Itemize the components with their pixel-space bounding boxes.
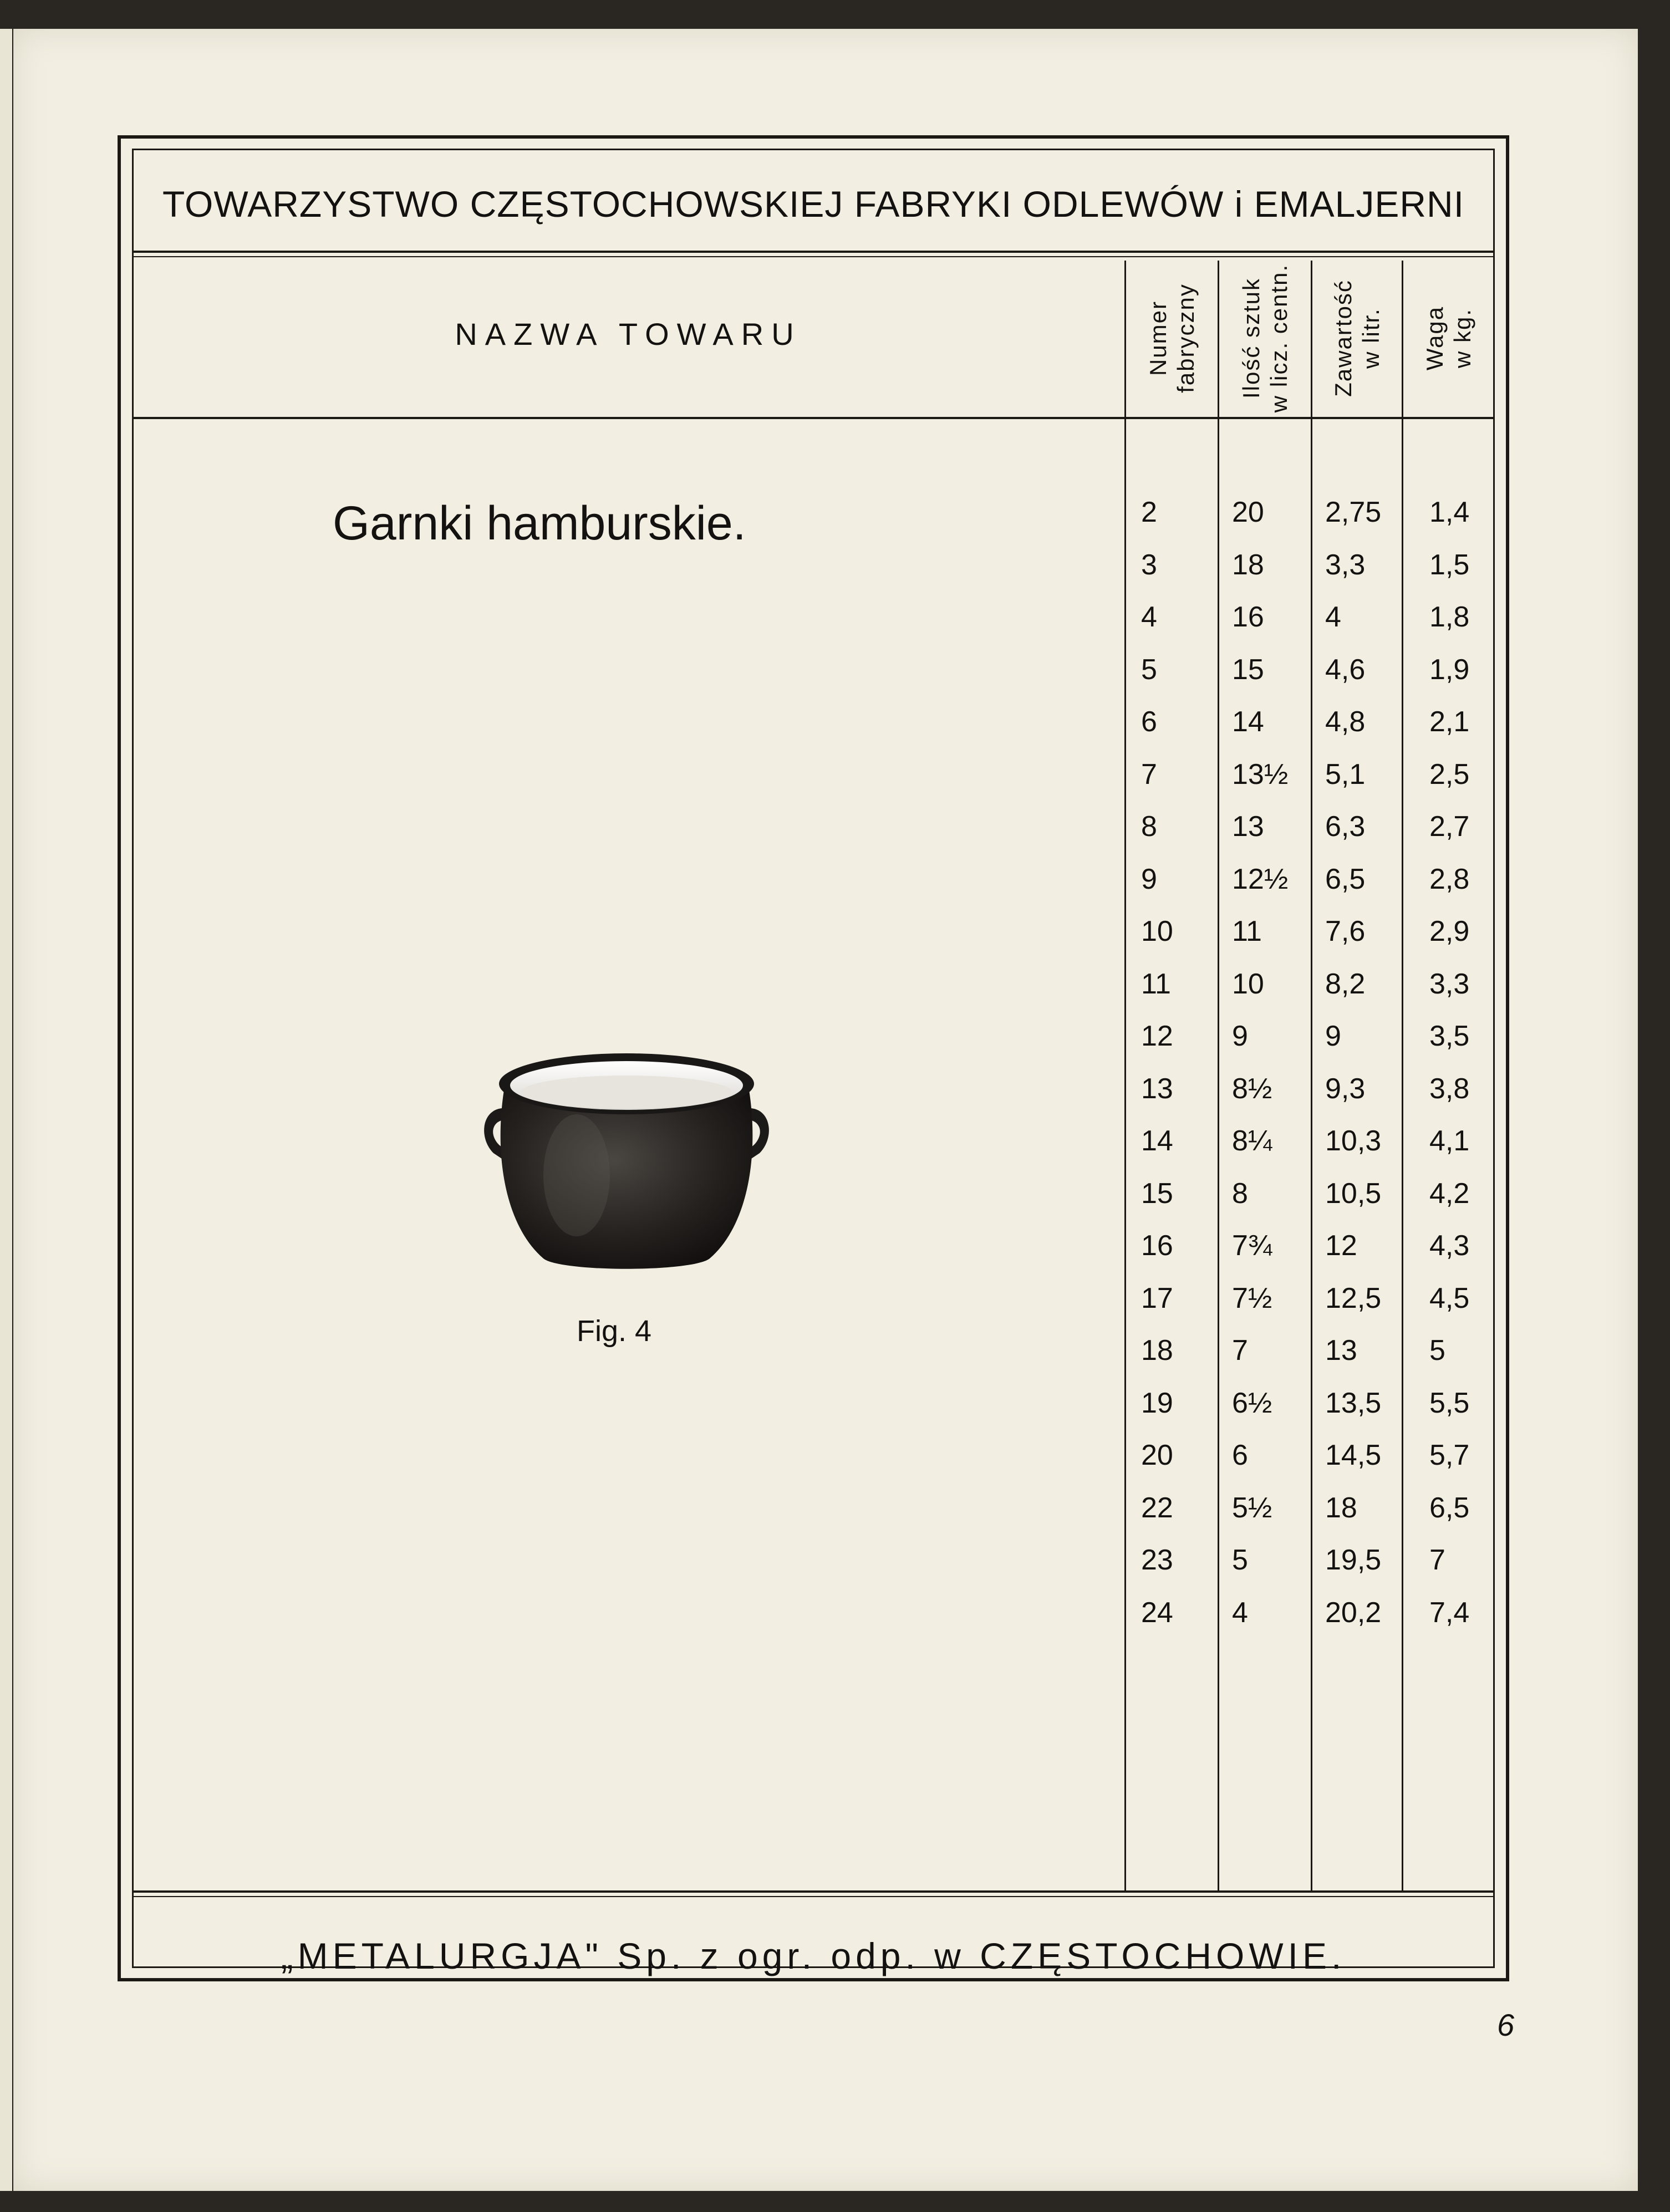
cell-waga: 5 bbox=[1429, 1334, 1445, 1367]
cell-ilosc: 7½ bbox=[1232, 1282, 1272, 1314]
column-rule-2 bbox=[1218, 261, 1219, 1890]
cell-zawartosc: 4 bbox=[1325, 601, 1341, 633]
cell-waga: 2,1 bbox=[1429, 706, 1470, 738]
cell-numer: 9 bbox=[1141, 863, 1157, 895]
cell-waga: 4,3 bbox=[1429, 1230, 1470, 1262]
cell-numer: 10 bbox=[1141, 915, 1173, 947]
cell-numer: 24 bbox=[1141, 1596, 1173, 1629]
cell-waga: 2,8 bbox=[1429, 863, 1470, 895]
column-header-ilosc: Ilość sztuk w licz. centn. bbox=[1238, 263, 1292, 413]
cell-waga: 3,5 bbox=[1429, 1020, 1470, 1052]
cell-zawartosc: 13,5 bbox=[1325, 1387, 1382, 1419]
cell-zawartosc: 8,2 bbox=[1325, 967, 1366, 1000]
cell-numer: 16 bbox=[1141, 1230, 1173, 1262]
cell-numer: 19 bbox=[1141, 1387, 1173, 1419]
cell-zawartosc: 7,6 bbox=[1325, 915, 1366, 947]
cell-zawartosc: 6,5 bbox=[1325, 863, 1366, 895]
cell-waga: 6,5 bbox=[1429, 1491, 1470, 1524]
cell-ilosc: 13½ bbox=[1232, 758, 1289, 791]
cell-zawartosc: 5,1 bbox=[1325, 758, 1366, 791]
cell-numer: 7 bbox=[1141, 758, 1157, 791]
cell-zawartosc: 20,2 bbox=[1325, 1596, 1382, 1629]
cell-waga: 2,5 bbox=[1429, 758, 1470, 791]
cell-zawartosc: 19,5 bbox=[1325, 1544, 1382, 1576]
cell-ilosc: 5 bbox=[1232, 1544, 1248, 1576]
cell-ilosc: 9 bbox=[1232, 1020, 1248, 1052]
cell-zawartosc: 13 bbox=[1325, 1334, 1357, 1367]
page-number: 6 bbox=[1497, 2007, 1515, 2042]
cell-numer: 15 bbox=[1141, 1177, 1173, 1210]
header-divider bbox=[132, 251, 1495, 253]
product-title: Garnki hamburskie. bbox=[333, 497, 746, 550]
cell-waga: 5,7 bbox=[1429, 1439, 1470, 1471]
figure-caption: Fig. 4 bbox=[577, 1314, 652, 1348]
cell-zawartosc: 14,5 bbox=[1325, 1439, 1382, 1471]
cell-zawartosc: 12,5 bbox=[1325, 1282, 1382, 1314]
column-rule-4 bbox=[1402, 261, 1403, 1890]
cell-numer: 17 bbox=[1141, 1282, 1173, 1314]
cell-numer: 13 bbox=[1141, 1072, 1173, 1105]
cell-numer: 8 bbox=[1141, 811, 1157, 843]
column-header-zawartosc: Zawartość w litr. bbox=[1330, 279, 1384, 397]
cell-ilosc: 12½ bbox=[1232, 863, 1289, 895]
cell-numer: 22 bbox=[1141, 1491, 1173, 1524]
cell-ilosc: 5½ bbox=[1232, 1491, 1272, 1524]
cell-ilosc: 10 bbox=[1232, 967, 1264, 1000]
cell-ilosc: 4 bbox=[1232, 1596, 1248, 1629]
cell-ilosc: 20 bbox=[1232, 496, 1264, 528]
cell-ilosc: 18 bbox=[1232, 548, 1264, 581]
cell-numer: 20 bbox=[1141, 1439, 1173, 1471]
column-header-divider bbox=[132, 417, 1495, 419]
cell-ilosc: 15 bbox=[1232, 653, 1264, 686]
cell-ilosc: 8½ bbox=[1232, 1072, 1272, 1105]
cell-numer: 18 bbox=[1141, 1334, 1173, 1367]
cell-ilosc: 6 bbox=[1232, 1439, 1248, 1471]
cell-waga: 1,8 bbox=[1429, 601, 1470, 633]
cell-waga: 7,4 bbox=[1429, 1596, 1470, 1629]
cell-waga: 1,9 bbox=[1429, 653, 1470, 686]
cell-numer: 11 bbox=[1141, 967, 1171, 1000]
publisher-footer: „METALURGJA" Sp. z ogr. odp. w CZĘSTOCHOWIE. bbox=[281, 1935, 1346, 1976]
facing-page-edge bbox=[0, 29, 13, 2191]
cell-waga: 7 bbox=[1429, 1544, 1445, 1576]
cell-numer: 2 bbox=[1141, 496, 1157, 528]
enamel-pot-illustration bbox=[471, 1042, 782, 1297]
cell-zawartosc: 6,3 bbox=[1325, 811, 1366, 843]
cell-waga: 3,8 bbox=[1429, 1072, 1470, 1105]
cell-numer: 4 bbox=[1141, 601, 1157, 633]
cell-waga: 2,9 bbox=[1429, 915, 1470, 947]
cell-zawartosc: 9 bbox=[1325, 1020, 1341, 1052]
column-rule-3 bbox=[1311, 261, 1312, 1890]
cell-waga: 1,5 bbox=[1429, 548, 1470, 581]
cell-numer: 12 bbox=[1141, 1020, 1173, 1052]
column-header-waga: Waga w kg. bbox=[1421, 305, 1475, 371]
cell-numer: 23 bbox=[1141, 1544, 1173, 1576]
cell-ilosc: 7 bbox=[1232, 1334, 1248, 1367]
cell-waga: 1,4 bbox=[1429, 496, 1470, 528]
cell-waga: 2,7 bbox=[1429, 811, 1470, 843]
cell-numer: 6 bbox=[1141, 706, 1157, 738]
cell-numer: 5 bbox=[1141, 653, 1157, 686]
cell-zawartosc: 2,75 bbox=[1325, 496, 1382, 528]
column-rule-1 bbox=[1124, 261, 1126, 1890]
cell-ilosc: 8¼ bbox=[1232, 1125, 1272, 1157]
cell-numer: 14 bbox=[1141, 1125, 1173, 1157]
cell-waga: 3,3 bbox=[1429, 967, 1470, 1000]
footer-divider-thin bbox=[132, 1896, 1495, 1897]
cell-zawartosc: 3,3 bbox=[1325, 548, 1366, 581]
cell-zawartosc: 4,6 bbox=[1325, 653, 1366, 686]
inner-border bbox=[132, 149, 1495, 1968]
cell-zawartosc: 18 bbox=[1325, 1491, 1357, 1524]
cell-waga: 5,5 bbox=[1429, 1387, 1470, 1419]
column-header-numer: Numer fabryczny bbox=[1145, 283, 1199, 393]
cell-zawartosc: 9,3 bbox=[1325, 1072, 1366, 1105]
cell-ilosc: 14 bbox=[1232, 706, 1264, 738]
cell-ilosc: 6½ bbox=[1232, 1387, 1272, 1419]
cell-waga: 4,1 bbox=[1429, 1125, 1470, 1157]
cell-zawartosc: 4,8 bbox=[1325, 706, 1366, 738]
cell-waga: 4,5 bbox=[1429, 1282, 1470, 1314]
cell-ilosc: 11 bbox=[1232, 915, 1262, 947]
cell-waga: 4,2 bbox=[1429, 1177, 1470, 1210]
cell-zawartosc: 10,3 bbox=[1325, 1125, 1382, 1157]
cell-zawartosc: 12 bbox=[1325, 1230, 1357, 1262]
cell-zawartosc: 10,5 bbox=[1325, 1177, 1382, 1210]
cell-ilosc: 8 bbox=[1232, 1177, 1248, 1210]
company-name: TOWARZYSTWO CZĘSTOCHOWSKIEJ FABRYKI ODLEWÓW i EMALJERNI bbox=[162, 184, 1465, 225]
footer-divider bbox=[132, 1890, 1495, 1893]
cell-ilosc: 13 bbox=[1232, 811, 1264, 843]
cell-ilosc: 7¾ bbox=[1232, 1230, 1272, 1262]
column-title-name: NAZWA TOWARU bbox=[455, 317, 802, 351]
cell-ilosc: 16 bbox=[1232, 601, 1264, 633]
cell-numer: 3 bbox=[1141, 548, 1157, 581]
